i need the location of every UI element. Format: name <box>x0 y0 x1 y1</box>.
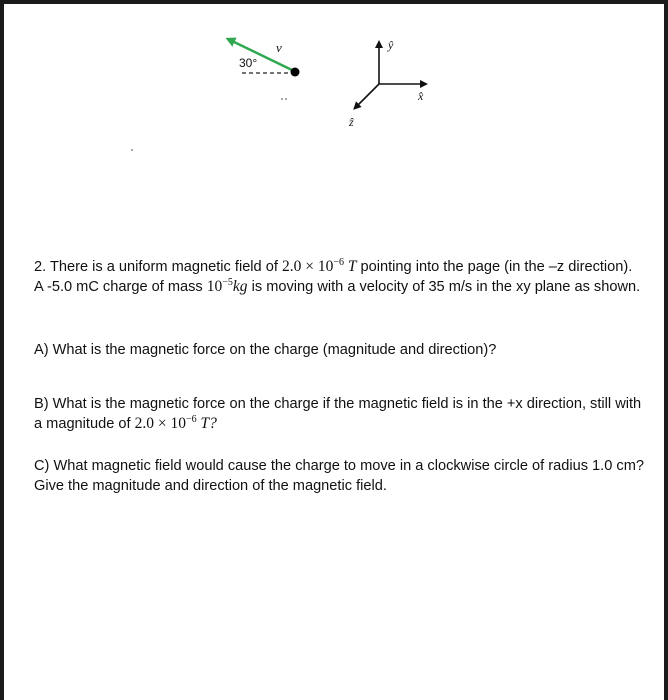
question-b: B) What is the magnetic force on the charge if the magnetic field is in the +x direction, still with a magnitude of $2.0 \times 10^{-6}$ T? <box>34 396 642 432</box>
y-axis-label: ŷ <box>388 38 394 52</box>
x-axis-label: x̂ <box>418 89 424 103</box>
problem-intro-text-2: pointing into the page (in the –z direction). A -5.0 mC charge of mass <box>34 259 633 295</box>
problem-diagram <box>4 4 664 164</box>
scan-speck <box>281 98 283 100</box>
question-a: A) What is the magnetic force on the charge (magnitude and direction)? <box>34 342 497 358</box>
field-value: $2.0 \times 10^{-6}$ T <box>281 257 357 275</box>
question-b-field-value: $2.0 \times 10^{-6}$ T? <box>134 414 217 432</box>
problem-intro-text-3: is moving with a velocity of 35 m/s in the xy plane as shown. <box>251 279 641 295</box>
problem-intro-text: 2. There is a uniform magnetic field of <box>34 259 278 275</box>
mass-value: $10^{-5}kg$ <box>206 277 248 295</box>
question-c: C) What magnetic field would cause the charge to move in a clockwise circle of radius 1.0 cm? Give the magnitude and direction of the magnetic field. <box>34 458 644 494</box>
z-axis-label: ẑ <box>349 115 354 129</box>
problem-statement <box>34 257 644 297</box>
scan-speck <box>131 149 133 151</box>
charge-dot <box>291 68 300 77</box>
angle-label: 30° <box>239 56 258 70</box>
scan-speck <box>285 98 287 100</box>
document-page <box>4 4 664 700</box>
z-axis <box>356 84 379 107</box>
velocity-label: v⃗ <box>276 40 292 55</box>
